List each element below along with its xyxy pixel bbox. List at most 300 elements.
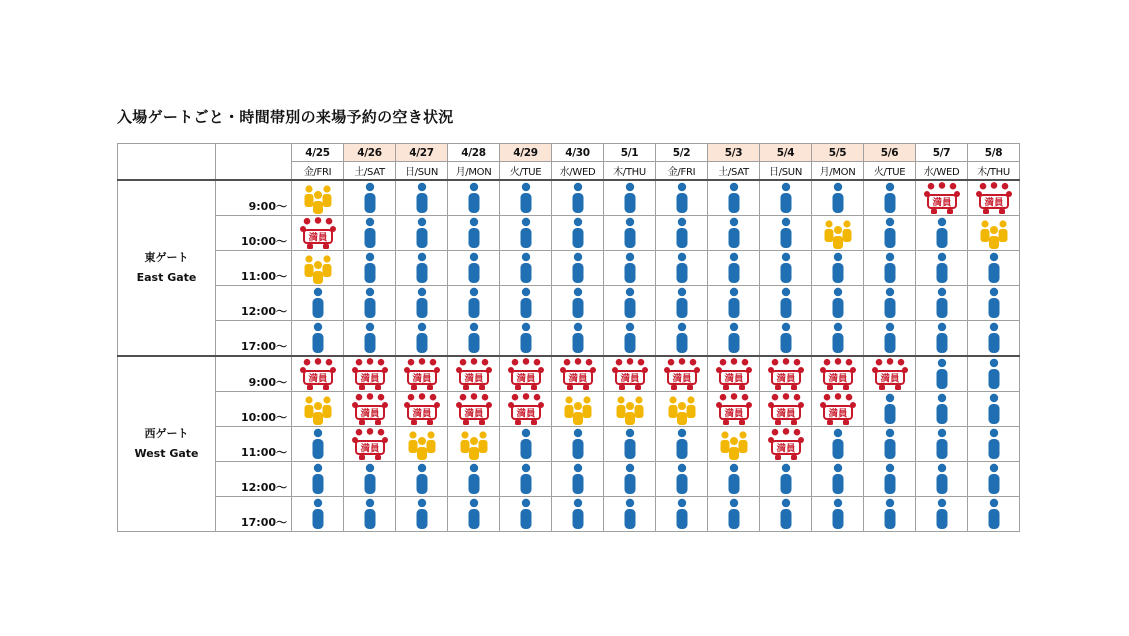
available-person-icon: [622, 182, 638, 214]
availability-cell[interactable]: [396, 251, 448, 286]
available-person-icon: [518, 217, 534, 249]
availability-cell[interactable]: [916, 356, 968, 392]
full-badge-text: 満員: [359, 443, 380, 455]
available-person-icon: [882, 463, 898, 495]
available-person-icon: [986, 287, 1002, 319]
availability-cell[interactable]: [708, 180, 760, 216]
full-people-icon: [715, 358, 753, 390]
availability-cell[interactable]: [604, 251, 656, 286]
available-person-icon: [414, 217, 430, 249]
available-person-icon: [362, 182, 378, 214]
available-person-icon: [674, 463, 690, 495]
availability-cell[interactable]: [656, 180, 708, 216]
available-person-icon: [882, 428, 898, 460]
full-badge-text: 満員: [411, 408, 432, 420]
availability-cell[interactable]: [760, 321, 812, 357]
day-header: 土/SAT: [708, 162, 760, 181]
available-person-icon: [726, 463, 742, 495]
availability-cell[interactable]: [656, 251, 708, 286]
available-person-icon: [518, 322, 534, 354]
available-person-icon: [570, 217, 586, 249]
availability-cell[interactable]: [448, 356, 500, 392]
full-people-icon: [767, 393, 805, 425]
availability-cell[interactable]: [916, 180, 968, 216]
availability-cell[interactable]: [864, 251, 916, 286]
time-slot-label: 10:00～: [216, 392, 292, 427]
availability-cell[interactable]: [604, 392, 656, 427]
available-person-icon: [466, 498, 482, 530]
few-left-people-icon: [407, 428, 437, 460]
available-person-icon: [310, 498, 326, 530]
availability-cell[interactable]: [864, 216, 916, 251]
availability-cell[interactable]: [448, 216, 500, 251]
availability-cell[interactable]: [344, 251, 396, 286]
availability-cell[interactable]: [604, 180, 656, 216]
few-left-people-icon: [563, 393, 593, 425]
availability-cell[interactable]: [812, 462, 864, 497]
availability-cell[interactable]: [292, 427, 344, 462]
available-person-icon: [986, 463, 1002, 495]
available-person-icon: [362, 287, 378, 319]
corner-cell: [118, 144, 216, 181]
available-person-icon: [674, 287, 690, 319]
available-person-icon: [986, 428, 1002, 460]
availability-cell[interactable]: [344, 497, 396, 532]
full-people-icon: [819, 358, 857, 390]
available-person-icon: [518, 287, 534, 319]
full-people-icon: [663, 358, 701, 390]
available-person-icon: [674, 182, 690, 214]
date-header: 5/6: [864, 144, 916, 162]
time-slot-row: [118, 462, 1020, 497]
time-slot-row: [118, 427, 1020, 462]
available-person-icon: [622, 287, 638, 319]
availability-cell[interactable]: [396, 462, 448, 497]
availability-cell[interactable]: [656, 497, 708, 532]
available-person-icon: [466, 322, 482, 354]
availability-cell[interactable]: [552, 497, 604, 532]
full-people-icon: [767, 358, 805, 390]
availability-cell[interactable]: [604, 356, 656, 392]
available-person-icon: [830, 322, 846, 354]
time-slot-row: [118, 286, 1020, 321]
available-person-icon: [414, 463, 430, 495]
availability-cell[interactable]: [708, 427, 760, 462]
availability-cell[interactable]: [344, 462, 396, 497]
availability-cell[interactable]: [864, 497, 916, 532]
availability-cell[interactable]: [968, 286, 1020, 321]
availability-cell[interactable]: [968, 497, 1020, 532]
available-person-icon: [362, 463, 378, 495]
availability-cell[interactable]: [864, 356, 916, 392]
day-header: 金/FRI: [656, 162, 708, 181]
availability-cell[interactable]: [344, 286, 396, 321]
available-person-icon: [830, 498, 846, 530]
available-person-icon: [778, 463, 794, 495]
available-person-icon: [830, 252, 846, 284]
availability-cell[interactable]: [604, 286, 656, 321]
available-person-icon: [466, 463, 482, 495]
full-people-icon: [299, 217, 337, 249]
full-badge-text: 満員: [619, 373, 640, 385]
available-person-icon: [570, 287, 586, 319]
available-person-icon: [518, 498, 534, 530]
gate-name-en: East Gate: [136, 271, 197, 284]
availability-cell[interactable]: [916, 462, 968, 497]
time-slot-row: [118, 180, 1020, 216]
availability-cell[interactable]: [396, 392, 448, 427]
date-header: 4/27: [396, 144, 448, 162]
time-slot-label: 10:00～: [216, 216, 292, 251]
date-header: 4/28: [448, 144, 500, 162]
available-person-icon: [882, 252, 898, 284]
gate-name-ja: 西ゲート: [144, 427, 189, 440]
availability-cell[interactable]: [344, 216, 396, 251]
availability-cell[interactable]: [864, 427, 916, 462]
availability-cell[interactable]: [344, 392, 396, 427]
available-person-icon: [986, 358, 1002, 390]
available-person-icon: [778, 252, 794, 284]
availability-cell[interactable]: [552, 462, 604, 497]
available-person-icon: [986, 252, 1002, 284]
availability-cell[interactable]: [968, 356, 1020, 392]
availability-cell[interactable]: [604, 497, 656, 532]
full-people-icon: [403, 393, 441, 425]
available-person-icon: [570, 463, 586, 495]
availability-cell[interactable]: [604, 216, 656, 251]
availability-cell[interactable]: [448, 180, 500, 216]
availability-cell[interactable]: [500, 427, 552, 462]
time-slot-label: 11:00～: [216, 251, 292, 286]
availability-cell[interactable]: [292, 392, 344, 427]
availability-cell[interactable]: [656, 427, 708, 462]
availability-cell[interactable]: [500, 392, 552, 427]
available-person-icon: [310, 322, 326, 354]
availability-cell[interactable]: [708, 286, 760, 321]
available-person-icon: [622, 322, 638, 354]
available-person-icon: [570, 182, 586, 214]
availability-cell[interactable]: [760, 427, 812, 462]
availability-cell[interactable]: [656, 356, 708, 392]
full-people-icon: [507, 393, 545, 425]
available-person-icon: [570, 498, 586, 530]
time-slot-label: 12:00～: [216, 286, 292, 321]
availability-cell[interactable]: [812, 356, 864, 392]
availability-cell[interactable]: [344, 180, 396, 216]
availability-cell[interactable]: [448, 286, 500, 321]
availability-cell[interactable]: [812, 251, 864, 286]
availability-cell[interactable]: [292, 462, 344, 497]
availability-cell[interactable]: [552, 392, 604, 427]
full-badge-text: 満員: [827, 373, 848, 385]
availability-cell[interactable]: [708, 321, 760, 357]
available-person-icon: [778, 287, 794, 319]
day-header: 水/WED: [916, 162, 968, 181]
availability-cell[interactable]: [916, 286, 968, 321]
full-people-icon: [455, 393, 493, 425]
available-person-icon: [934, 217, 950, 249]
availability-cell[interactable]: [968, 216, 1020, 251]
availability-cell[interactable]: [396, 216, 448, 251]
availability-cell[interactable]: [500, 251, 552, 286]
availability-cell[interactable]: [604, 321, 656, 357]
availability-cell[interactable]: [448, 251, 500, 286]
availability-cell[interactable]: [760, 356, 812, 392]
date-header: 4/25: [292, 144, 344, 162]
availability-cell[interactable]: [968, 392, 1020, 427]
available-person-icon: [466, 182, 482, 214]
day-header: 水/WED: [552, 162, 604, 181]
full-badge-text: 満員: [775, 408, 796, 420]
availability-cell[interactable]: [864, 180, 916, 216]
available-person-icon: [934, 393, 950, 425]
full-people-icon: [819, 393, 857, 425]
few-left-people-icon: [719, 428, 749, 460]
available-person-icon: [518, 463, 534, 495]
availability-cell[interactable]: [344, 321, 396, 357]
availability-cell[interactable]: [812, 392, 864, 427]
full-badge-text: 満員: [359, 373, 380, 385]
available-person-icon: [362, 322, 378, 354]
availability-cell[interactable]: [916, 392, 968, 427]
availability-cell[interactable]: [760, 216, 812, 251]
availability-cell[interactable]: [500, 321, 552, 357]
availability-cell[interactable]: [656, 216, 708, 251]
full-people-icon: [351, 428, 389, 460]
few-left-people-icon: [823, 217, 853, 249]
available-person-icon: [726, 182, 742, 214]
availability-cell[interactable]: [760, 286, 812, 321]
full-badge-text: 満員: [827, 408, 848, 420]
available-person-icon: [830, 287, 846, 319]
day-header: 木/THU: [968, 162, 1020, 181]
availability-cell[interactable]: [292, 251, 344, 286]
date-header: 4/29: [500, 144, 552, 162]
available-person-icon: [986, 498, 1002, 530]
availability-cell[interactable]: [500, 286, 552, 321]
few-left-people-icon: [303, 182, 333, 214]
availability-cell[interactable]: [656, 392, 708, 427]
availability-cell[interactable]: [864, 321, 916, 357]
availability-cell[interactable]: [604, 427, 656, 462]
availability-cell[interactable]: [396, 356, 448, 392]
availability-cell[interactable]: [708, 497, 760, 532]
available-person-icon: [310, 287, 326, 319]
few-left-people-icon: [303, 252, 333, 284]
availability-cell[interactable]: [552, 356, 604, 392]
available-person-icon: [934, 287, 950, 319]
availability-cell[interactable]: [864, 462, 916, 497]
availability-cell[interactable]: [968, 180, 1020, 216]
availability-cell[interactable]: [916, 251, 968, 286]
available-person-icon: [882, 393, 898, 425]
availability-cell[interactable]: [916, 427, 968, 462]
page-title: 入場ゲートごと・時間帯別の来場予約の空き状況: [117, 108, 454, 126]
availability-cell[interactable]: [812, 180, 864, 216]
availability-cell[interactable]: [448, 497, 500, 532]
availability-cell[interactable]: [812, 321, 864, 357]
full-badge-text: 満員: [359, 408, 380, 420]
day-header: 土/SAT: [344, 162, 396, 181]
availability-cell[interactable]: [448, 392, 500, 427]
availability-cell[interactable]: [968, 321, 1020, 357]
available-person-icon: [934, 463, 950, 495]
available-person-icon: [466, 252, 482, 284]
availability-cell[interactable]: [396, 497, 448, 532]
availability-cell[interactable]: [552, 427, 604, 462]
available-person-icon: [934, 252, 950, 284]
available-person-icon: [674, 217, 690, 249]
availability-cell[interactable]: [344, 427, 396, 462]
available-person-icon: [674, 322, 690, 354]
availability-cell[interactable]: [500, 180, 552, 216]
availability-cell[interactable]: [448, 321, 500, 357]
day-header: 月/MON: [812, 162, 864, 181]
availability-cell[interactable]: [552, 216, 604, 251]
available-person-icon: [986, 393, 1002, 425]
availability-cell[interactable]: [916, 497, 968, 532]
available-person-icon: [518, 182, 534, 214]
available-person-icon: [622, 428, 638, 460]
availability-cell[interactable]: [760, 462, 812, 497]
availability-cell[interactable]: [500, 356, 552, 392]
available-person-icon: [622, 463, 638, 495]
available-person-icon: [778, 182, 794, 214]
full-people-icon: [975, 182, 1013, 214]
availability-cell[interactable]: [708, 251, 760, 286]
availability-cell[interactable]: [656, 462, 708, 497]
availability-cell[interactable]: [396, 180, 448, 216]
available-person-icon: [882, 217, 898, 249]
availability-cell[interactable]: [760, 251, 812, 286]
availability-cell[interactable]: [916, 216, 968, 251]
availability-cell[interactable]: [708, 356, 760, 392]
available-person-icon: [310, 428, 326, 460]
availability-cell[interactable]: [292, 216, 344, 251]
availability-cell[interactable]: [864, 392, 916, 427]
availability-cell[interactable]: [812, 427, 864, 462]
available-person-icon: [622, 498, 638, 530]
date-header: 4/30: [552, 144, 604, 162]
availability-cell[interactable]: [968, 462, 1020, 497]
full-badge-text: 満員: [463, 408, 484, 420]
available-person-icon: [414, 287, 430, 319]
available-person-icon: [830, 182, 846, 214]
available-person-icon: [518, 428, 534, 460]
availability-cell[interactable]: [812, 286, 864, 321]
full-badge-text: 満員: [723, 373, 744, 385]
time-slot-label: 12:00～: [216, 462, 292, 497]
available-person-icon: [726, 217, 742, 249]
gate-label: [118, 356, 216, 532]
availability-cell[interactable]: [500, 216, 552, 251]
time-slot-label: 9:00～: [216, 356, 292, 392]
date-header: 5/3: [708, 144, 760, 162]
corner-cell: [216, 144, 292, 181]
available-person-icon: [466, 287, 482, 319]
available-person-icon: [934, 498, 950, 530]
availability-cell[interactable]: [812, 216, 864, 251]
full-badge-text: 満員: [879, 373, 900, 385]
availability-cell[interactable]: [656, 321, 708, 357]
availability-cell[interactable]: [812, 497, 864, 532]
date-header: 4/26: [344, 144, 396, 162]
few-left-people-icon: [979, 217, 1009, 249]
available-person-icon: [882, 287, 898, 319]
availability-cell[interactable]: [708, 462, 760, 497]
availability-cell[interactable]: [760, 180, 812, 216]
full-badge-text: 満員: [567, 373, 588, 385]
available-person-icon: [622, 217, 638, 249]
available-person-icon: [674, 498, 690, 530]
full-badge-text: 満員: [775, 443, 796, 455]
availability-cell[interactable]: [864, 286, 916, 321]
day-header: 木/THU: [604, 162, 656, 181]
availability-cell[interactable]: [292, 321, 344, 357]
availability-cell[interactable]: [292, 180, 344, 216]
availability-cell[interactable]: [396, 286, 448, 321]
available-person-icon: [778, 498, 794, 530]
availability-cell[interactable]: [500, 462, 552, 497]
availability-cell[interactable]: [968, 251, 1020, 286]
availability-cell[interactable]: [760, 497, 812, 532]
day-header: 火/TUE: [864, 162, 916, 181]
availability-cell[interactable]: [708, 392, 760, 427]
full-badge-text: 満員: [931, 197, 952, 209]
availability-cell[interactable]: [916, 321, 968, 357]
date-header: 5/8: [968, 144, 1020, 162]
availability-cell[interactable]: [448, 462, 500, 497]
availability-cell[interactable]: [656, 286, 708, 321]
available-person-icon: [414, 498, 430, 530]
availability-cell[interactable]: [604, 462, 656, 497]
availability-cell[interactable]: [708, 216, 760, 251]
availability-cell[interactable]: [500, 497, 552, 532]
availability-cell[interactable]: [396, 321, 448, 357]
availability-cell[interactable]: [448, 427, 500, 462]
availability-cell[interactable]: [292, 286, 344, 321]
time-slot-row: [118, 356, 1020, 392]
availability-cell[interactable]: [968, 427, 1020, 462]
day-header: 金/FRI: [292, 162, 344, 181]
time-slot-row: [118, 392, 1020, 427]
available-person-icon: [674, 252, 690, 284]
available-person-icon: [570, 252, 586, 284]
availability-cell[interactable]: [552, 321, 604, 357]
available-person-icon: [726, 498, 742, 530]
availability-cell[interactable]: [552, 180, 604, 216]
few-left-people-icon: [615, 393, 645, 425]
available-person-icon: [726, 287, 742, 319]
available-person-icon: [362, 498, 378, 530]
availability-cell[interactable]: [760, 392, 812, 427]
available-person-icon: [778, 217, 794, 249]
availability-cell[interactable]: [344, 356, 396, 392]
availability-cell[interactable]: [552, 251, 604, 286]
availability-cell[interactable]: [552, 286, 604, 321]
availability-cell[interactable]: [292, 497, 344, 532]
available-person-icon: [310, 463, 326, 495]
date-header: 5/4: [760, 144, 812, 162]
full-people-icon: [871, 358, 909, 390]
available-person-icon: [882, 322, 898, 354]
full-people-icon: [403, 358, 441, 390]
availability-table: [117, 143, 1020, 532]
availability-cell[interactable]: [396, 427, 448, 462]
gate-label: [118, 180, 216, 356]
availability-cell[interactable]: [292, 356, 344, 392]
full-people-icon: [351, 358, 389, 390]
